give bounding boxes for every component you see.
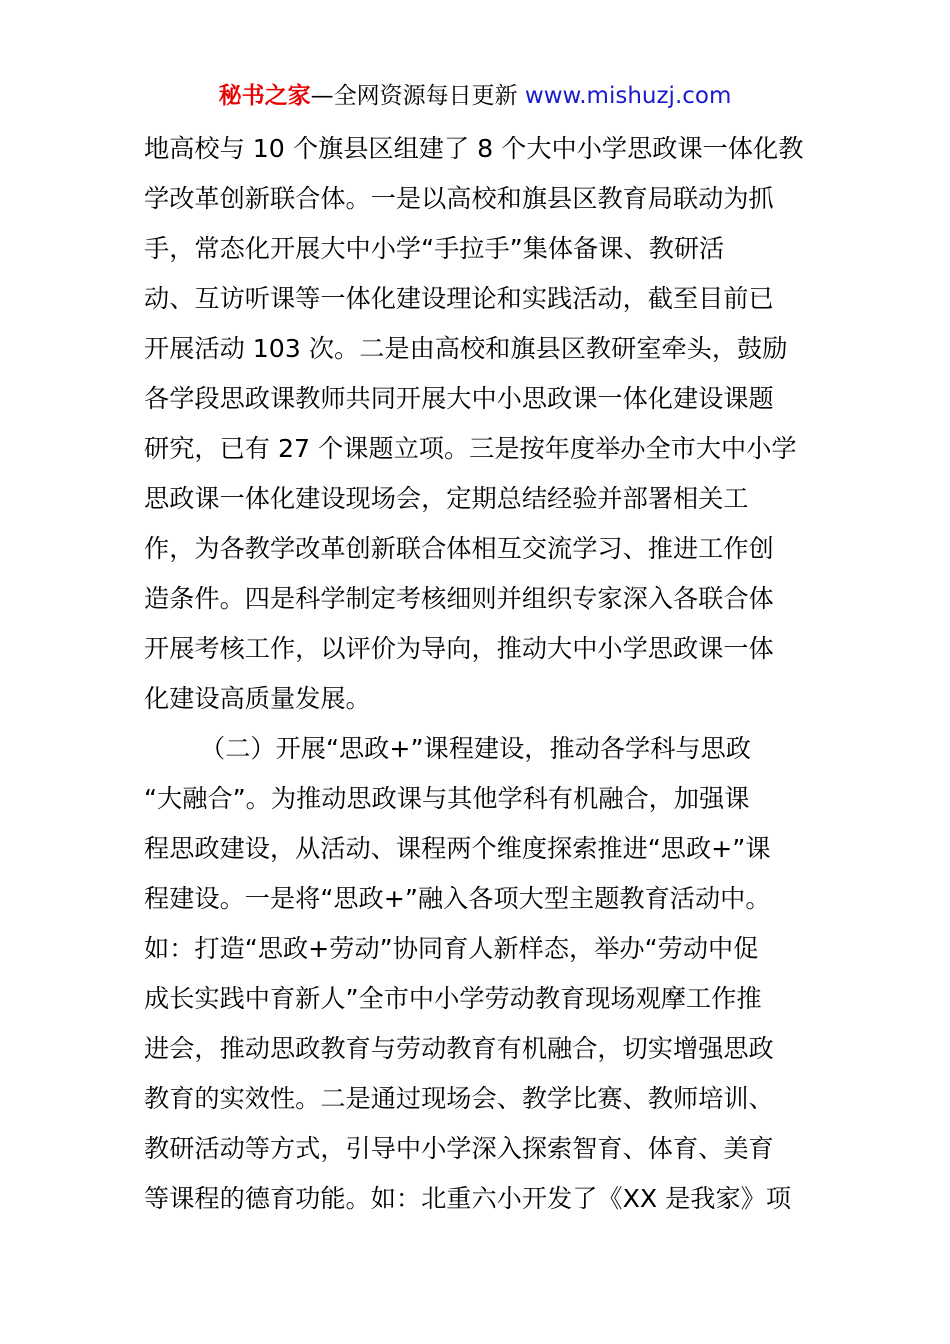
text-line: 教研活动等方式，引导中小学深入探索智育、体育、美育	[144, 1134, 774, 1163]
text-line: 程思政建设，从活动、课程两个维度探索推进“思政+”课	[144, 834, 771, 863]
text-line: 动、互访听课等一体化建设理论和实践活动，截至目前已	[144, 284, 774, 313]
text-line: 学改革创新联合体。一是以高校和旗县区教育局联动为抓	[144, 184, 774, 213]
text-line: 研究，已有 27 个课题立项。三是按年度举办全市大中小学	[144, 434, 797, 463]
text-line: 等课程的德育功能。如：北重六小开发了《XX 是我家》项	[144, 1184, 792, 1213]
header-tagline: —全网资源每日更新	[310, 83, 525, 109]
text-line: 作，为各教学改革创新联合体相互交流学习、推进工作创	[144, 534, 774, 563]
text-line: 化建设高质量发展。	[144, 684, 371, 713]
text-line: 手，常态化开展大中小学“手拉手”集体备课、教研活	[144, 234, 725, 263]
text-line: 各学段思政课教师共同开展大中小思政课一体化建设课题	[144, 384, 774, 413]
text-line: 思政课一体化建设现场会，定期总结经验并部署相关工	[144, 484, 749, 513]
section-heading-line: （二）开展“思政+”课程建设，推动各学科与思政	[200, 734, 751, 763]
text-line: 开展活动 103 次。二是由高校和旗县区教研室牵头，鼓励	[144, 334, 788, 363]
brand-name: 秘书之家	[218, 83, 311, 109]
text-line: 造条件。四是科学制定考核细则并组织专家深入各联合体	[144, 584, 774, 613]
site-url-link[interactable]: www.mishuzj.com	[524, 83, 732, 109]
text-line: 教育的实效性。二是通过现场会、教学比赛、教师培训、	[144, 1084, 774, 1113]
page-header	[0, 78, 950, 114]
document-body	[144, 124, 814, 1224]
text-line: 成长实践中育新人”全市中小学劳动教育现场观摩工作推	[144, 984, 762, 1013]
text-line: 进会，推动思政教育与劳动教育有机融合，切实增强思政	[144, 1034, 774, 1063]
text-line: 如：打造“思政+劳动”协同育人新样态，举办“劳动中促	[144, 934, 759, 963]
text-line: 开展考核工作，以评价为导向，推动大中小学思政课一体	[144, 634, 774, 663]
text-line: 程建设。一是将“思政+”融入各项大型主题教育活动中。	[144, 884, 771, 913]
text-line: “大融合”。为推动思政课与其他学科有机融合，加强课	[144, 784, 750, 813]
text-line: 地高校与 10 个旗县区组建了 8 个大中小学思政课一体化教	[144, 134, 804, 163]
